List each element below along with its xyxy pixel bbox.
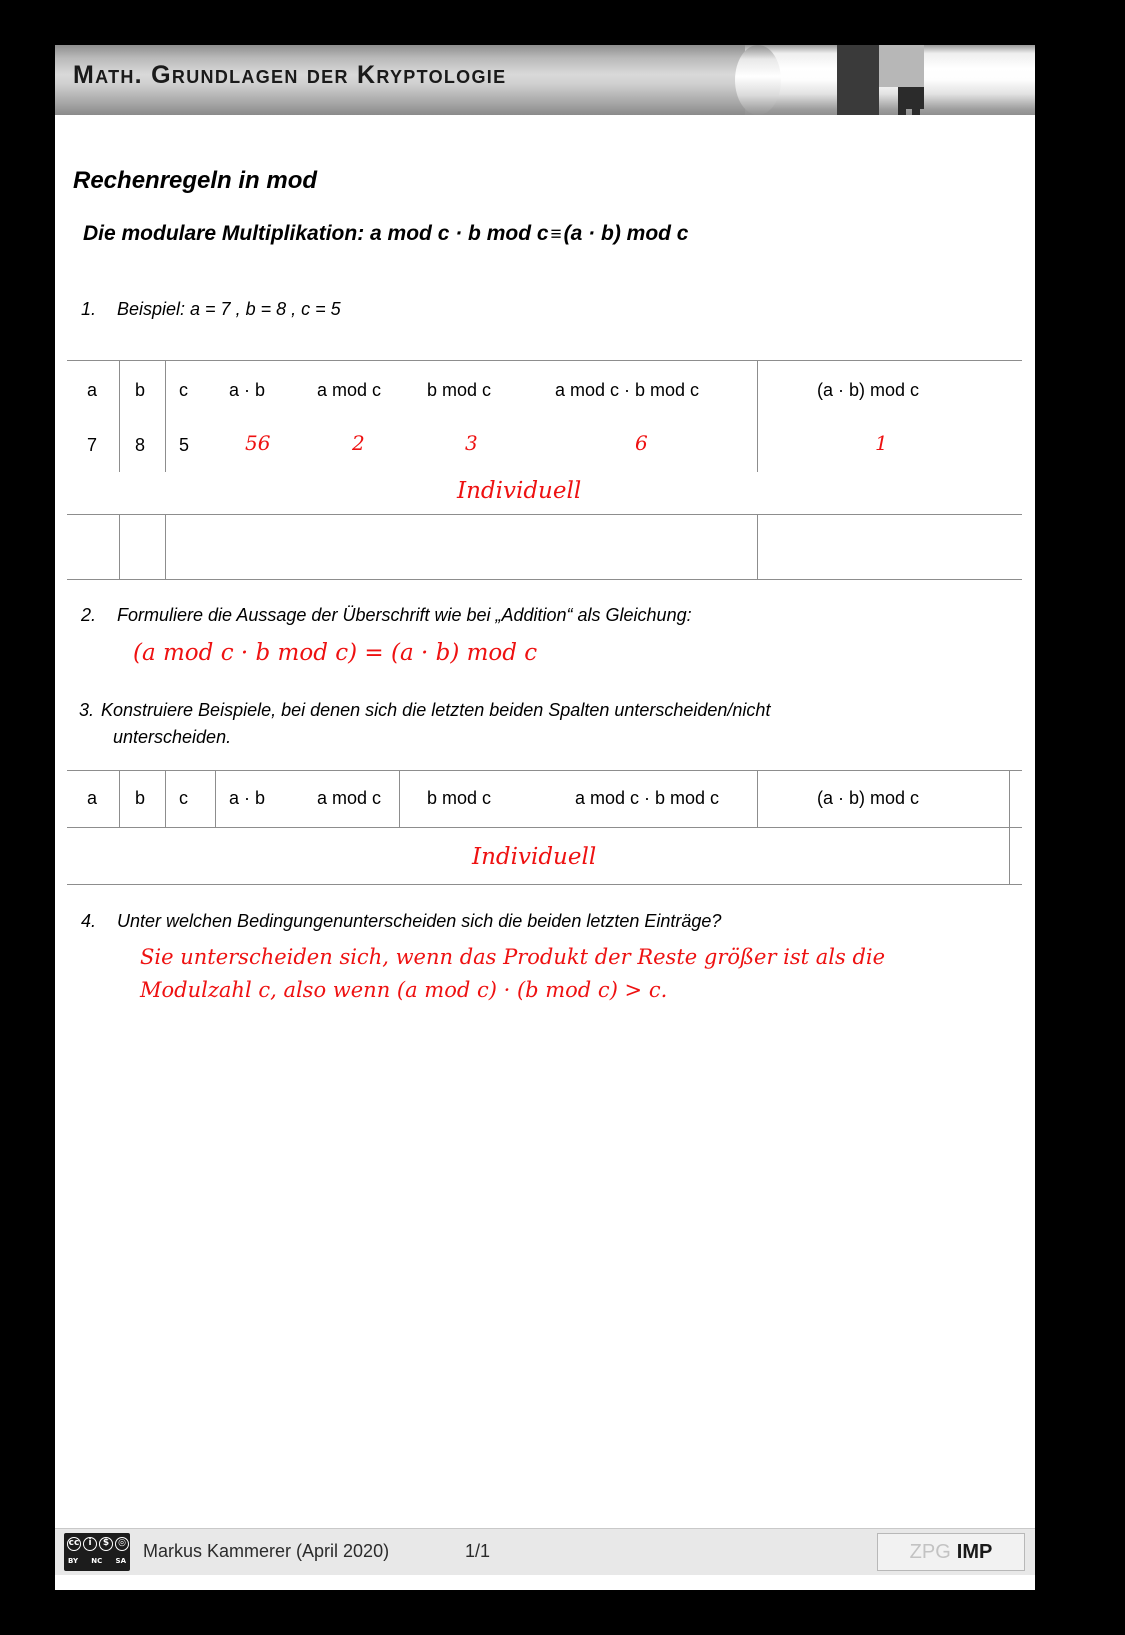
question-2-number: 2. bbox=[81, 605, 97, 625]
table1-rule-top bbox=[67, 360, 1022, 361]
question-3-text-line2: unterscheiden. bbox=[113, 727, 232, 747]
page-footer bbox=[55, 1500, 1035, 1590]
question-4-number: 4. bbox=[81, 911, 97, 931]
table1-header-abmodc: (a · b) mod c bbox=[817, 380, 920, 400]
table2-header-abmodc: (a · b) mod c bbox=[817, 788, 920, 808]
table1-header-ab: a · b bbox=[229, 380, 266, 400]
table2-header-b: b bbox=[135, 788, 146, 808]
table2-vrule-mid bbox=[399, 770, 400, 827]
table2-rule-top bbox=[67, 770, 1022, 771]
key-notch-icon bbox=[898, 87, 924, 109]
question-2-text: Formuliere die Aussage der Überschrift wie bei „Addition“ als Gleichung: bbox=[117, 605, 692, 625]
table2-note-individuell: Individuell bbox=[472, 844, 597, 870]
table2-header-a: a bbox=[87, 788, 98, 808]
table2-header-ab: a · b bbox=[229, 788, 266, 808]
question-3-text-line1: Konstruiere Beispiele, bei denen sich die letzten beiden Spalten unterscheiden/nicht bbox=[101, 700, 771, 720]
table1-answer-ab: 56 bbox=[245, 431, 271, 455]
footer-author: Markus Kammerer (April 2020) bbox=[143, 1541, 390, 1561]
table2-vrule-right-edge bbox=[1009, 770, 1010, 884]
table1-value-c: 5 bbox=[179, 435, 190, 455]
question-1-text: Beispiel: a = 7 , b = 8 , c = 5 bbox=[117, 299, 341, 319]
table1-vrule-a bbox=[119, 360, 120, 472]
worksheet-page bbox=[55, 45, 1035, 1590]
cc-label-nc: NC bbox=[91, 1557, 103, 1565]
question-2-answer: (a mod c · b mod c) = (a · b) mod c bbox=[133, 640, 538, 666]
table1-answer-amodc: 2 bbox=[352, 431, 365, 455]
table2-header-product: a mod c · b mod c bbox=[575, 788, 720, 808]
question-4 bbox=[81, 911, 721, 932]
zpg-imp-badge bbox=[877, 1533, 1025, 1571]
question-1 bbox=[81, 299, 341, 320]
page-title: Rechenregeln in mod bbox=[73, 167, 318, 194]
table1-header-amodc: a mod c bbox=[317, 380, 382, 400]
table1-rule-bottom bbox=[67, 579, 1022, 580]
key-tooth-one-icon bbox=[898, 109, 906, 115]
cc-label-by: BY bbox=[68, 1557, 79, 1565]
question-1-number: 1. bbox=[81, 299, 97, 319]
header-title: Math. Grundlagen der Kryptologie bbox=[73, 61, 507, 89]
equivalence-symbol: ≡ bbox=[550, 224, 562, 245]
table1-value-b: 8 bbox=[135, 435, 146, 455]
table2-rule-mid bbox=[67, 827, 1022, 828]
table1-header-b: b bbox=[135, 380, 146, 400]
key-tooth-two-icon bbox=[912, 109, 920, 115]
question-2 bbox=[81, 605, 692, 626]
cc-nc-circle-icon: $ bbox=[99, 1537, 113, 1551]
table1-answer-product: 6 bbox=[635, 431, 648, 455]
table1-note-individuell: Individuell bbox=[457, 478, 582, 504]
table2-vrule-b bbox=[165, 770, 166, 827]
subheading-right: (a · b) mod c bbox=[563, 222, 689, 245]
question-3-text-line2-wrap bbox=[113, 727, 231, 748]
table1-header-product: a mod c · b mod c bbox=[555, 380, 700, 400]
table2-header-c: c bbox=[179, 788, 188, 808]
cc-by-circle-icon: i bbox=[83, 1537, 97, 1551]
question-4-answer-line2: Modulzahl c, also wenn (a mod c) · (b mod c) > c. bbox=[140, 978, 668, 1002]
table1-vrule-b-lower bbox=[165, 514, 166, 579]
table1-header-c: c bbox=[179, 380, 188, 400]
table2-vrule-last bbox=[757, 770, 758, 827]
cc-sa-circle-icon: ◎ bbox=[115, 1537, 129, 1551]
page-header bbox=[55, 45, 1035, 115]
creative-commons-badge-icon bbox=[64, 1533, 130, 1571]
table1-answer-abmodc: 1 bbox=[875, 431, 888, 455]
footer-page-number: 1/1 bbox=[465, 1541, 491, 1561]
table2-header-bmodc: b mod c bbox=[427, 788, 492, 808]
key-head-light-icon bbox=[879, 45, 924, 87]
key-shaft-dark-icon bbox=[837, 45, 879, 115]
table1-value-a: 7 bbox=[87, 435, 98, 455]
subheading-left: Die modulare Multiplikation: a mod c · b mod c bbox=[83, 222, 549, 245]
imp-label: IMP bbox=[956, 1540, 993, 1563]
table1-header-bmodc: b mod c bbox=[427, 380, 492, 400]
table2-rule-bottom bbox=[67, 884, 1022, 885]
key-barrel-cap-icon bbox=[735, 45, 781, 115]
zpg-label: ZPG bbox=[909, 1540, 951, 1563]
question-4-text: Unter welchen Bedingungenunterscheiden sich die beiden letzten Einträge? bbox=[117, 911, 722, 931]
cc-icon-row bbox=[67, 1537, 129, 1551]
table2-header-amodc: a mod c bbox=[317, 788, 382, 808]
table2-vrule-a bbox=[119, 770, 120, 827]
subheading-formula bbox=[83, 222, 689, 246]
table1-vrule-last-lower bbox=[757, 514, 758, 579]
example-table-2 bbox=[67, 770, 1022, 885]
table2-vrule-c bbox=[215, 770, 216, 827]
table1-header-a: a bbox=[87, 380, 98, 400]
cc-label-row bbox=[68, 1557, 126, 1565]
example-table-1 bbox=[67, 360, 1022, 580]
table1-rule-mid bbox=[67, 514, 1022, 515]
question-3-number: 3. bbox=[79, 700, 95, 720]
table1-vrule-last bbox=[757, 360, 758, 472]
question-3 bbox=[79, 700, 770, 721]
cc-circle-icon: cc bbox=[67, 1537, 81, 1551]
table1-vrule-b bbox=[165, 360, 166, 472]
table1-vrule-a-lower bbox=[119, 514, 120, 579]
cc-label-sa: SA bbox=[115, 1557, 126, 1565]
question-4-answer-line1: Sie unterscheiden sich, wenn das Produkt der Reste größer ist als die bbox=[140, 945, 886, 969]
table1-answer-bmodc: 3 bbox=[465, 431, 478, 455]
